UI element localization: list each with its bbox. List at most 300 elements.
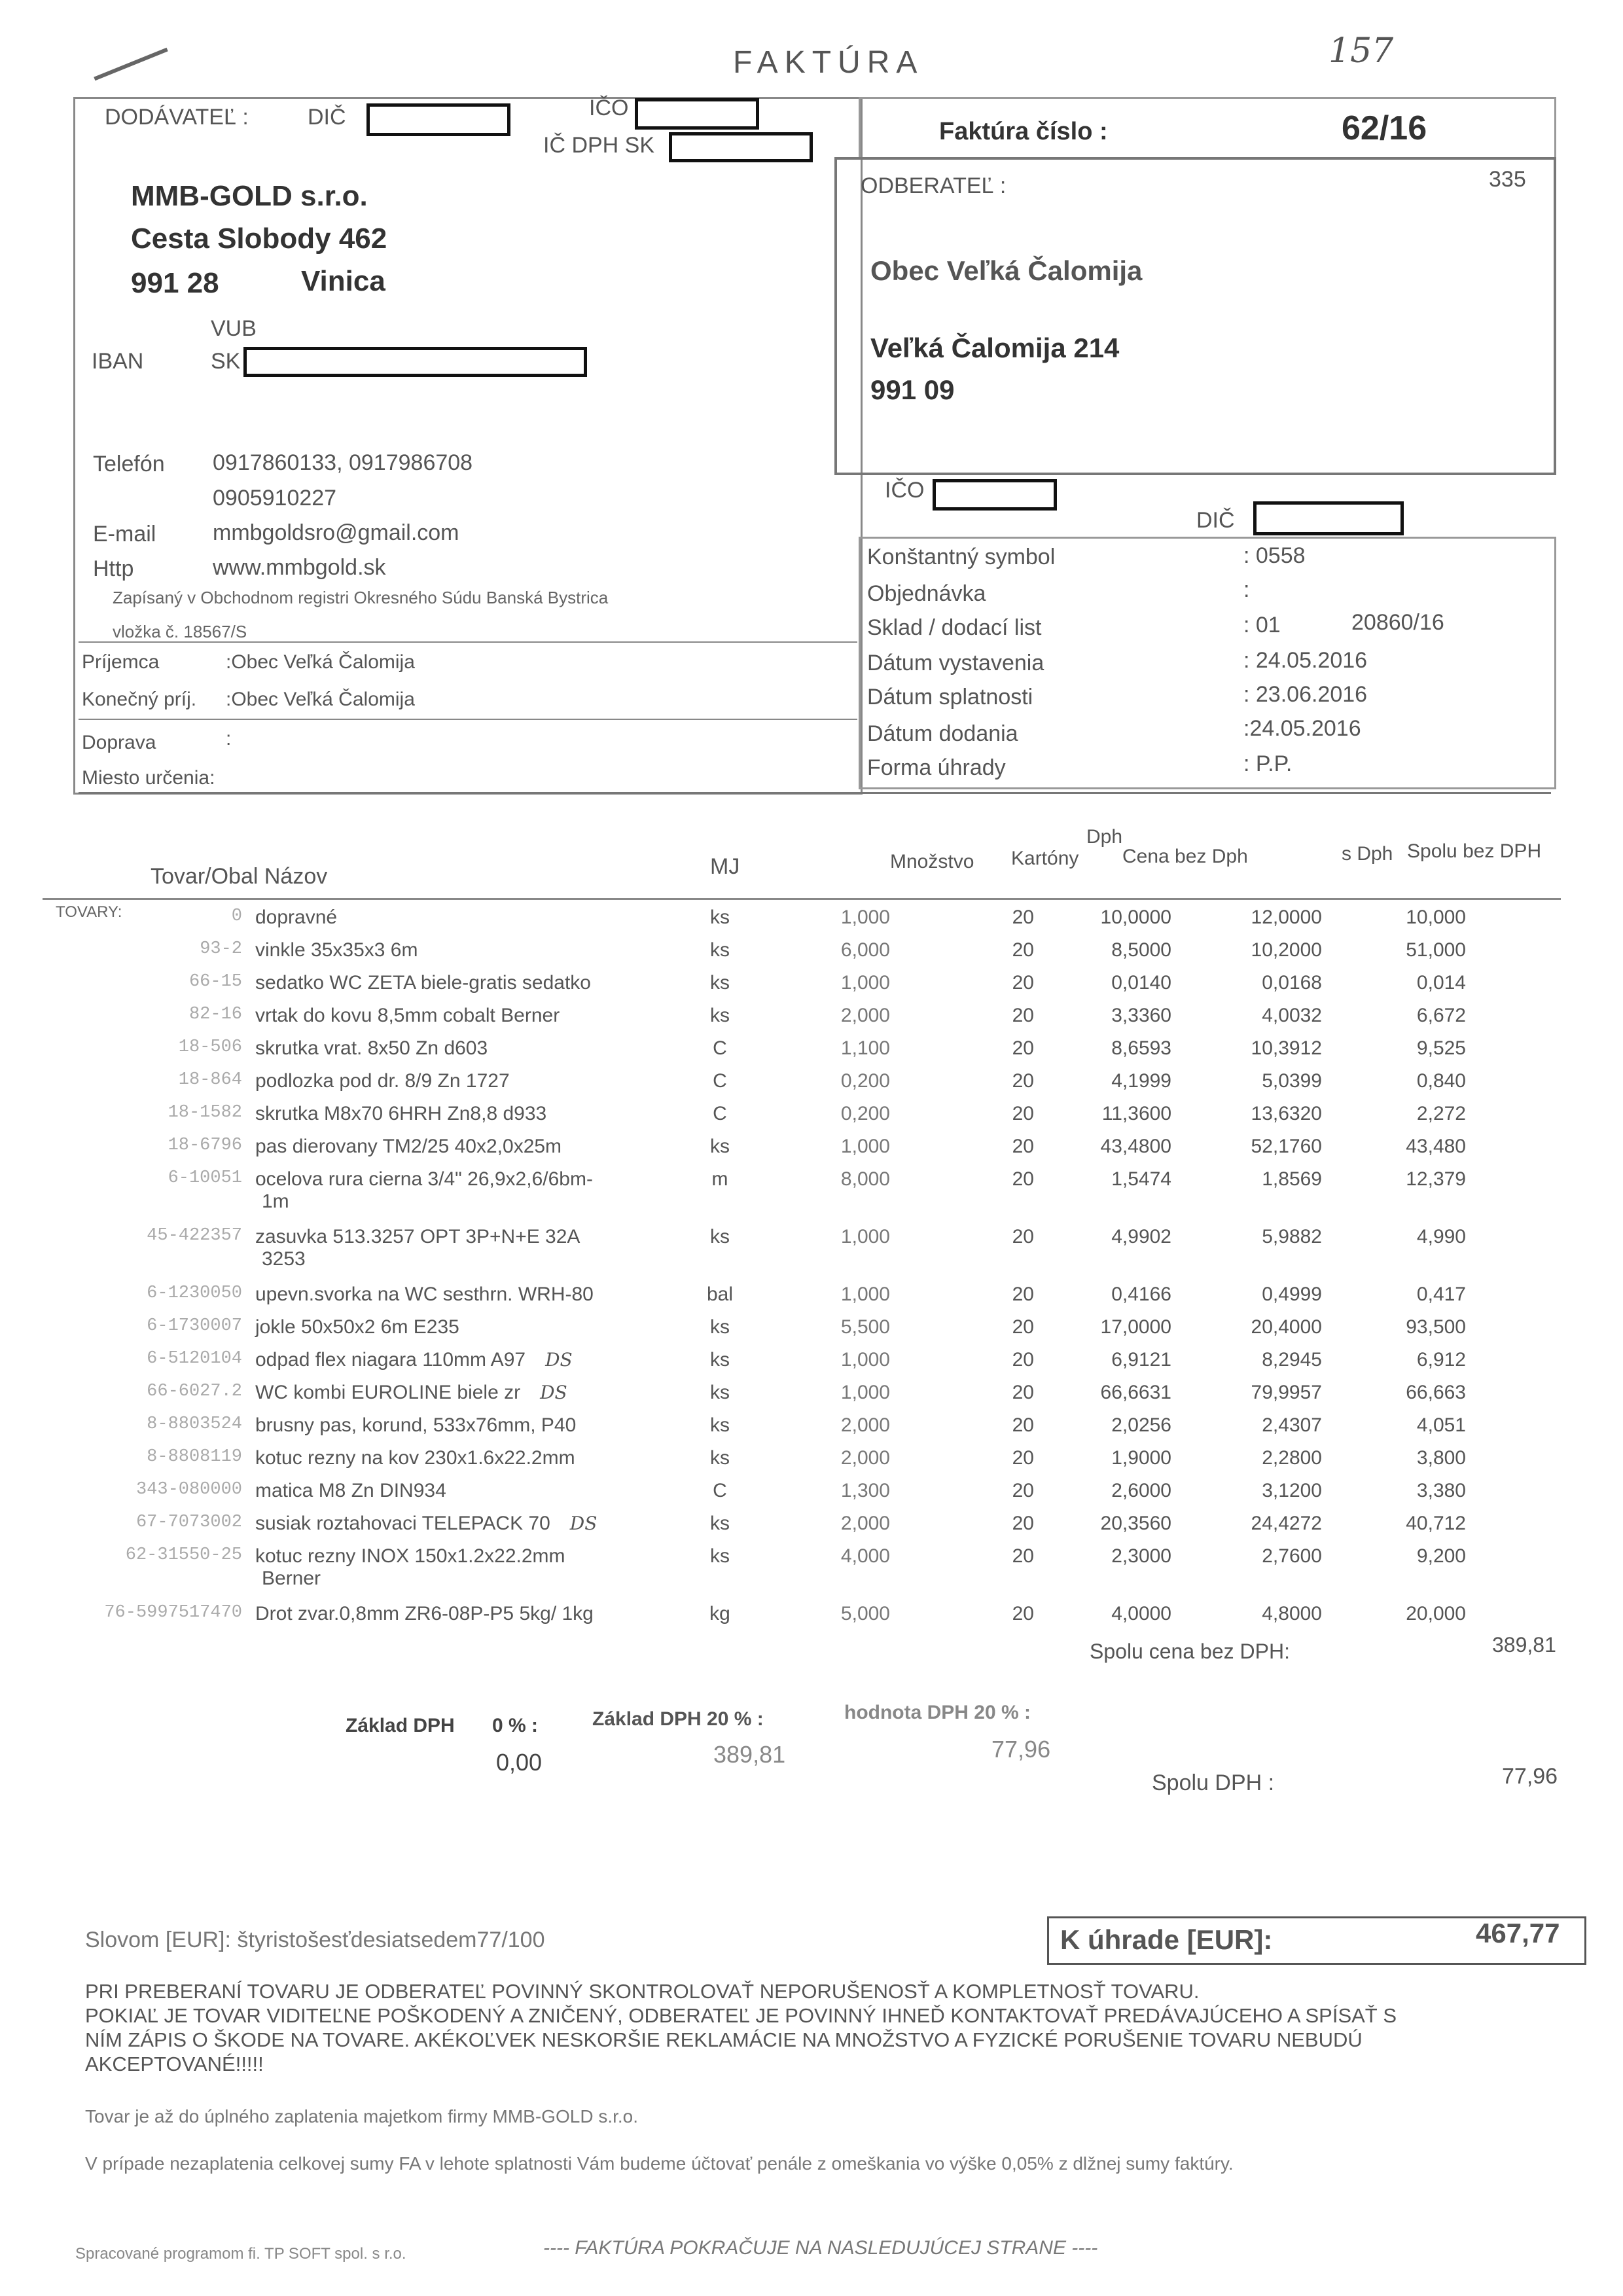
item-quantity-text: 6,000 [840,939,890,961]
item-price-gross-text: 10,2000 [1251,939,1322,961]
item-price-net-text: 8,5000 [1111,939,1171,961]
item-code-text: 343-080000 [135,1480,242,1499]
item-vat-rate-text: 20 [1012,1037,1034,1059]
item-unit [681,1414,759,1447]
item-price-net-text: 43,4800 [1100,1136,1171,1157]
item-vat-rate [890,1316,1034,1349]
detail-label-konst: Konštantný symbol [867,545,1056,569]
recipient-divider-top [79,641,857,643]
detail-value-forma: : P.P. [1243,751,1293,776]
item-price-net [1034,1316,1171,1349]
total-label: K úhrade [EUR]: [1060,1924,1273,1955]
item-vat-rate-text: 20 [1012,1480,1034,1501]
item-total-net-text: 40,712 [1406,1513,1466,1534]
col-s-dph: s Dph [1342,843,1393,865]
item-total-net [1322,1447,1466,1480]
item-name-text: Drot zvar.0,8mm ZR6-08P-P5 5kg/ 1kg [255,1603,594,1624]
item-price-gross [1171,906,1322,939]
item-total-net-text: 93,500 [1406,1316,1466,1338]
item-total-net [1322,1513,1466,1545]
item-code-text: 8-8803524 [147,1414,242,1434]
item-unit [681,1349,759,1382]
item-price-gross-text: 20,4000 [1251,1316,1322,1338]
phone-label: Telefón [93,452,165,476]
table-row [46,1070,1466,1103]
item-quantity-text: 2,000 [840,1447,890,1469]
table-row [46,1545,1466,1603]
item-quantity-text: 1,000 [840,1136,890,1157]
item-unit [681,1037,759,1070]
item-price-gross [1171,1603,1322,1636]
item-unit [681,1480,759,1513]
item-price-gross-text: 3,1200 [1262,1480,1322,1501]
item-vat-rate-text: 20 [1012,1283,1034,1305]
item-price-gross [1171,1447,1322,1480]
detail-label-splatnosti: Dátum splatnosti [867,685,1033,709]
detail-value-dodania: :24.05.2016 [1243,716,1361,741]
item-code-text: 6-1230050 [147,1283,242,1303]
item-code-text: 18-506 [178,1037,242,1057]
item-price-net [1034,1037,1171,1070]
item-price-net-text: 0,0140 [1111,972,1171,994]
item-code-text: 6-10051 [168,1168,242,1188]
item-quantity-text: 8,000 [840,1168,890,1190]
item-total-net-text: 6,672 [1416,1005,1466,1026]
detail-value-objednavka: : [1243,577,1250,602]
col-dph: Dph [1086,826,1123,848]
item-vat-rate-text: 20 [1012,1603,1034,1624]
item-vat-rate-text: 20 [1012,1513,1034,1534]
item-vat-rate [890,1136,1034,1168]
pen-stroke [94,48,168,81]
item-price-net [1034,1480,1171,1513]
redaction-customer-ico [933,479,1057,511]
item-name [255,1070,681,1103]
item-code-text: 0 [231,906,242,926]
item-total-net [1322,1168,1466,1226]
item-total-net [1322,1283,1466,1316]
item-price-gross [1171,1513,1322,1545]
item-total-net-text: 6,912 [1416,1349,1466,1371]
penalty-note: V prípade nezaplatenia celkovej sumy FA v lehote splatnosti Vám budeme účtovať penále z omeškania vo výške 0,05% z dlžnej sumy faktúry. [85,2153,1234,2174]
item-price-net [1034,1513,1171,1545]
item-code [46,1603,255,1636]
detail-value-sklad-doc: 20860/16 [1351,610,1444,635]
item-price-gross-text: 0,4999 [1262,1283,1322,1305]
item-price-gross [1171,1545,1322,1603]
item-code [46,1005,255,1037]
item-code [46,906,255,939]
item-quantity [759,1349,890,1382]
phone-number-2: 0905910227 [213,486,337,511]
item-quantity-text: 2,000 [840,1513,890,1534]
item-price-gross-text: 13,6320 [1251,1103,1322,1124]
item-vat-rate [890,972,1034,1005]
item-price-net [1034,1168,1171,1226]
item-code [46,1103,255,1136]
item-vat-rate-text: 20 [1012,1168,1034,1190]
item-unit [681,1316,759,1349]
items-table [46,906,1466,1636]
item-unit [681,1513,759,1545]
item-price-gross-text: 2,7600 [1262,1545,1322,1567]
item-price-gross [1171,1382,1322,1414]
item-price-gross [1171,1168,1322,1226]
item-vat-rate [890,1545,1034,1603]
item-name-continued: Berner [262,1568,321,1589]
customer-zip: 991 09 [870,374,955,405]
item-name [255,1382,681,1414]
miesto-label: Miesto určenia: [82,767,215,789]
item-vat-rate [890,939,1034,972]
notice-line-1: PRI PREBERANÍ TOVARU JE ODBERATEĽ POVINNÝ SKONTROLOVAŤ NEPORUŠENOSŤ A KOMPLETNOSŤ TOVARU. [85,1980,1200,2003]
item-name-text: pas dierovany TM2/25 40x2,0x25m [255,1136,562,1157]
item-vat-rate-text: 20 [1012,1447,1034,1469]
iban-prefix: SK [211,349,241,374]
item-price-gross-text: 1,8569 [1262,1168,1322,1190]
item-vat-rate [890,1414,1034,1447]
item-unit-text: ks [710,1005,730,1026]
item-name-continued: 1m [262,1191,289,1212]
customer-name: Obec Veľká Čalomija [870,255,1143,286]
item-quantity [759,1480,890,1513]
item-unit [681,939,759,972]
item-price-gross-text: 2,2800 [1262,1447,1322,1469]
item-vat-rate [890,1103,1034,1136]
supplier-icdph-label: IČ DPH SK [543,133,655,158]
item-quantity [759,1136,890,1168]
col-spolu-bez: Spolu bez DPH [1407,840,1542,862]
item-code-text: 18-864 [178,1070,242,1090]
item-quantity [759,1316,890,1349]
item-vat-rate-text: 20 [1012,1103,1034,1124]
supplier-name: MMB-GOLD s.r.o. [131,180,368,212]
item-price-gross [1171,1480,1322,1513]
item-total-net [1322,1480,1466,1513]
item-price-net [1034,1283,1171,1316]
item-name-text: WC kombi EUROLINE biele zr [255,1382,521,1403]
konecny-value: :Obec Veľká Čalomija [226,689,415,710]
item-unit-text: ks [710,1513,730,1534]
item-code [46,1168,255,1226]
item-quantity-text: 2,000 [840,1005,890,1026]
item-name-text: upevn.svorka na WC sesthrn. WRH-80 [255,1283,594,1305]
doprava-value: : [226,728,232,749]
item-vat-rate [890,1513,1034,1545]
konecny-label: Konečný príj. [82,689,197,710]
item-total-net-text: 0,014 [1416,972,1466,994]
redaction-dic [366,103,510,136]
table-row [46,1382,1466,1414]
item-price-net [1034,1603,1171,1636]
item-quantity [759,1070,890,1103]
item-code [46,1316,255,1349]
item-price-gross [1171,1037,1322,1070]
item-code-text: 66-15 [188,972,242,992]
item-total-net [1322,1349,1466,1382]
item-code-text: 8-8808119 [147,1447,242,1467]
table-row [46,1447,1466,1480]
item-price-net-text: 6,9121 [1111,1349,1171,1371]
item-code [46,1283,255,1316]
total-value: 467,77 [1476,1918,1560,1948]
amount-in-words: Slovom [EUR]: štyristošesťdesiatsedem77/100 [85,1928,545,1952]
item-unit [681,1283,759,1316]
vat0-label: Základ DPH [346,1715,455,1736]
item-price-net [1034,1447,1171,1480]
item-unit-text: m [711,1168,728,1190]
item-code [46,972,255,1005]
item-name-text: jokle 50x50x2 6m E235 [255,1316,459,1338]
item-name [255,939,681,972]
item-vat-rate-text: 20 [1012,1070,1034,1092]
item-name [255,1226,681,1283]
redaction-iban [243,347,587,377]
item-name-text: brusny pas, korund, 533x76mm, P40 [255,1414,577,1436]
supplier-dic-label: DIČ [308,105,346,130]
item-price-net-text: 2,0256 [1111,1414,1171,1436]
item-price-gross [1171,1226,1322,1283]
item-unit [681,1136,759,1168]
col-cena-bez: Cena bez Dph [1122,846,1248,867]
item-quantity-text: 4,000 [840,1545,890,1567]
item-name [255,1414,681,1447]
item-vat-rate [890,1005,1034,1037]
item-price-net-text: 4,9902 [1111,1226,1171,1247]
item-quantity [759,1414,890,1447]
item-price-gross [1171,1103,1322,1136]
item-unit-text: ks [710,1226,730,1247]
detail-value-sklad: : 01 [1243,613,1281,637]
item-vat-rate-text: 20 [1012,1545,1034,1567]
supplier-street: Cesta Slobody 462 [131,223,387,255]
table-row [46,1168,1466,1226]
item-unit-text: ks [710,939,730,961]
item-vat-rate [890,1480,1034,1513]
item-code [46,1480,255,1513]
item-quantity [759,1037,890,1070]
item-quantity-text: 0,200 [840,1103,890,1124]
item-vat-rate [890,1382,1034,1414]
item-vat-rate-text: 20 [1012,1005,1034,1026]
item-total-net-text: 10,000 [1406,906,1466,928]
item-name-text: kotuc rezny na kov 230x1.6x22.2mm [255,1447,575,1469]
customer-header: ODBERATEĽ : [861,173,1007,198]
item-total-net-text: 4,990 [1416,1226,1466,1247]
item-quantity [759,1168,890,1226]
item-name [255,1168,681,1226]
table-row [46,1037,1466,1070]
item-price-net-text: 66,6631 [1100,1382,1171,1403]
detail-label-forma: Forma úhrady [867,755,1006,780]
item-price-gross-text: 4,0032 [1262,1005,1322,1026]
recipient-divider-mid [79,719,857,720]
customer-code: 335 [1489,167,1526,192]
item-quantity [759,906,890,939]
item-price-net [1034,972,1171,1005]
supplier-zip: 991 28 [131,267,219,299]
item-name-text: matica M8 Zn DIN934 [255,1480,446,1501]
item-price-gross-text: 0,0168 [1262,972,1322,994]
item-name [255,1283,681,1316]
customer-box [834,157,1556,475]
item-total-net [1322,1005,1466,1037]
item-name-text: sedatko WC ZETA biele-gratis sedatko [255,972,591,994]
table-row [46,1480,1466,1513]
item-unit-text: bal [706,1283,734,1305]
item-price-net [1034,1382,1171,1414]
item-unit [681,1226,759,1283]
section-label: TOVARY: [56,903,122,921]
handwritten-number: 157 [1329,31,1394,71]
item-code [46,1513,255,1545]
item-quantity [759,1382,890,1414]
vat20-value: 389,81 [713,1741,786,1768]
item-unit [681,1103,759,1136]
item-total-net-text: 12,379 [1406,1168,1466,1190]
item-price-gross-text: 10,3912 [1251,1037,1322,1059]
item-quantity-text: 1,300 [840,1480,890,1501]
item-quantity [759,1226,890,1283]
table-row [46,1316,1466,1349]
item-unit [681,1382,759,1414]
item-code-text: 76-5997517470 [104,1603,242,1623]
item-price-net [1034,1349,1171,1382]
item-code-text: 6-1730007 [147,1316,242,1336]
item-price-gross [1171,1283,1322,1316]
item-unit-text: kg [709,1603,730,1624]
table-row [46,1005,1466,1037]
item-price-net [1034,1226,1171,1283]
item-unit-text: C [713,1103,727,1124]
doprava-label: Doprava [82,732,156,753]
ownership-note: Tovar je až do úplného zaplatenia majetkom firmy MMB-GOLD s.r.o. [85,2106,639,2126]
table-row [46,1103,1466,1136]
http-label: Http [93,556,134,581]
vat0-pct: 0 % : [492,1715,539,1736]
item-name [255,1103,681,1136]
item-quantity-text: 1,000 [840,972,890,994]
item-price-gross [1171,1070,1322,1103]
notice-line-3: NÍM ZÁPIS O ŠKODE NA TOVARE. AKÉKOĽVEK NESKORŠIE REKLAMÁCIE NA MNOŽSTVO A FYZICKÉ PORUŠENIE TOVARU NEBUDÚ [85,2028,1363,2051]
redaction-icdph [669,132,813,162]
detail-value-splatnosti: : 23.06.2016 [1243,682,1368,707]
email-value: mmbgoldsro@gmail.com [213,520,459,545]
item-total-net-text: 51,000 [1406,939,1466,961]
item-price-net [1034,1103,1171,1136]
supplier-ico-label: IČO [589,96,629,120]
item-total-net [1322,1226,1466,1283]
item-name-text: ocelova rura cierna 3/4" 26,9x2,6/6bm- [255,1168,593,1190]
item-unit-text: ks [710,1447,730,1469]
item-quantity [759,939,890,972]
item-unit-text: C [713,1070,727,1092]
item-unit-text: C [713,1037,727,1059]
item-name [255,1480,681,1513]
detail-label-dodania: Dátum dodania [867,721,1018,746]
table-row [46,1136,1466,1168]
item-name-text: vinkle 35x35x3 6m [255,939,418,961]
item-unit [681,1070,759,1103]
table-row [46,1226,1466,1283]
table-row [46,1283,1466,1316]
item-vat-rate [890,1226,1034,1283]
item-total-net-text: 9,525 [1416,1037,1466,1059]
notice-line-4: AKCEPTOVANÉ!!!!! [85,2053,264,2075]
item-vat-rate-text: 20 [1012,1414,1034,1436]
item-unit [681,1168,759,1226]
footer-continues: ---- FAKTÚRA POKRAČUJE NA NASLEDUJÚCEJ STRANE ---- [543,2237,1098,2259]
item-code [46,1545,255,1603]
item-vat-rate-text: 20 [1012,1316,1034,1338]
item-code-text: 67-7073002 [135,1513,242,1532]
item-code [46,1037,255,1070]
item-code-text: 66-6027.2 [147,1382,242,1401]
item-unit-text: ks [710,1545,730,1567]
item-vat-rate [890,1447,1034,1480]
item-price-gross [1171,1136,1322,1168]
item-price-net [1034,939,1171,972]
subtotal-label: Spolu cena bez DPH: [1090,1640,1290,1663]
item-quantity-text: 2,000 [840,1414,890,1436]
item-name-text: skrutka M8x70 6HRH Zn8,8 d933 [255,1103,547,1124]
detail-label-objednavka: Objednávka [867,581,986,606]
item-price-gross [1171,1316,1322,1349]
item-vat-rate-text: 20 [1012,1226,1034,1247]
col-mnozstvo: Množstvo [890,851,974,872]
item-quantity-text: 1,000 [840,1283,890,1305]
item-code [46,1070,255,1103]
item-total-net-text: 3,380 [1416,1480,1466,1501]
customer-dic-label: DIČ [1196,508,1235,533]
item-price-gross-text: 4,8000 [1262,1603,1322,1624]
table-row [46,906,1466,939]
item-vat-rate [890,1168,1034,1226]
item-unit-text: ks [710,1382,730,1403]
item-quantity [759,1103,890,1136]
item-code-text: 6-5120104 [147,1349,242,1369]
item-quantity [759,1447,890,1480]
item-name-text: podlozka pod dr. 8/9 Zn 1727 [255,1070,510,1092]
item-name-text: skrutka vrat. 8x50 Zn d603 [255,1037,488,1059]
item-unit-text: ks [710,1316,730,1338]
item-vat-rate [890,1603,1034,1636]
item-total-net-text: 3,800 [1416,1447,1466,1469]
item-vat-rate-text: 20 [1012,1136,1034,1157]
vat-total-value: 77,96 [1502,1764,1558,1789]
notice-line-2: POKIAĽ JE TOVAR VIDITEĽNE POŠKODENÝ A ZNIČENÝ, ODBERATEĽ JE POVINNÝ IHNEĎ KONTAKTOVAŤ PREDÁVAJÚCEHO A SPÍSAŤ S [85,2004,1397,2027]
item-name [255,1545,681,1603]
item-quantity [759,1005,890,1037]
phone-numbers: 0917860133, 0917986708 [213,450,473,475]
item-code [46,1382,255,1414]
item-code-text: 18-1582 [168,1103,242,1122]
item-unit-text: C [713,1480,727,1501]
vat-amount-label: hodnota DPH 20 % : [844,1702,1031,1723]
item-total-net [1322,1316,1466,1349]
item-price-gross-text: 5,0399 [1262,1070,1322,1092]
recipient-divider-bottom [79,792,1551,794]
header-divider [43,898,1561,900]
handwritten-mark: DS [569,1513,597,1534]
item-name-text: zasuvka 513.3257 OPT 3P+N+E 32A [255,1226,580,1247]
subtotal-value: 389,81 [1492,1633,1556,1657]
item-vat-rate-text: 20 [1012,1382,1034,1403]
item-total-net-text: 2,272 [1416,1103,1466,1124]
customer-ico-label: IČO [885,478,925,503]
prijemca-value: :Obec Veľká Čalomija [226,651,415,673]
supplier-city: Vinica [301,265,385,297]
